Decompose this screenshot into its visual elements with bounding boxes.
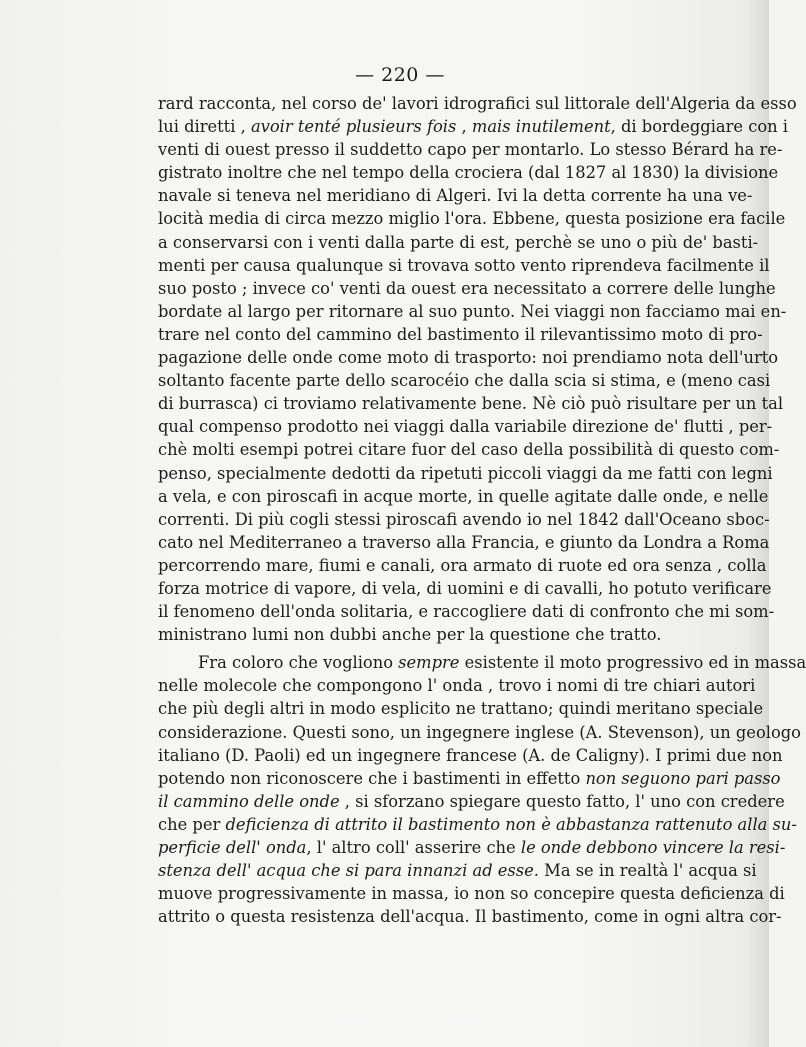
text-run: muove progressivamente in massa, io non so concepire questa deficienza di: [158, 884, 785, 904]
text-line: [158, 882, 785, 905]
text-line: [158, 462, 773, 485]
text-run: di burrasca) ci troviamo relativamente bene. Nè ciò può risultare per un tal: [158, 394, 784, 414]
text-line: [158, 254, 770, 277]
text-line: [158, 508, 770, 531]
text-line: [158, 415, 773, 438]
text-line: [158, 554, 767, 577]
text-run: percorrendo mare, fiumi e canali, ora armato di ruote ed ora senza , colla: [158, 555, 767, 575]
text-run: che più degli altri in modo esplicito ne trattano; quindi meritano speciale: [158, 699, 764, 719]
page-number: — 220 —: [355, 64, 445, 86]
text-run: menti per causa qualunque si trovava sotto vento riprendeva facilmente il: [158, 255, 770, 275]
text-run: considerazione. Questi sono, un ingegnere inglese (A. Stevenson), un geologo: [158, 722, 801, 742]
italic-run: deficienza di attrito il bastimento non è abbastanza rattenuto alla su-: [225, 814, 797, 834]
text-run: Fra coloro che vogliono: [198, 653, 399, 673]
text-line: [158, 277, 776, 300]
text-run: , di bordeggiare con i: [610, 117, 789, 137]
text-line: [158, 674, 756, 697]
text-line: [158, 161, 779, 184]
text-line: [158, 790, 785, 813]
text-line: [158, 651, 806, 674]
text-run: il fenomeno dell'onda solitaria, e raccogliere dati di confronto che mi som-: [158, 602, 775, 622]
text-run: che per: [158, 814, 226, 834]
text-line: [158, 767, 781, 790]
italic-run: mais inutilement: [471, 117, 611, 137]
text-run: , si sforzano spiegare questo fatto, l' uno con credere: [339, 791, 785, 811]
text-run: bordate al largo per ritornare al suo punto. Nei viaggi non facciamo mai en-: [158, 301, 787, 321]
italic-run: non seguono pari passo: [585, 768, 781, 788]
text-line: [158, 438, 780, 461]
body-text: [158, 92, 806, 928]
italic-run: sempre: [398, 653, 460, 673]
text-run: potendo non riconoscere che i bastimenti in effetto: [158, 768, 586, 788]
text-run: forza motrice di vapore, di vela, di uomini e di cavalli, ho potuto verificare: [158, 578, 772, 598]
text-run: , l' altro coll' asserire che: [306, 838, 521, 857]
italic-run: stenza dell' acqua che si para innanzi ad esse.: [158, 861, 539, 881]
text-line: [158, 721, 801, 744]
text-line: [158, 577, 772, 600]
text-line: [158, 346, 779, 369]
text-line: [158, 115, 789, 138]
text-line: [158, 231, 759, 254]
text-line: [158, 138, 783, 161]
text-run: a conservarsi con i venti dalla parte di est, perchè se uno o più de' basti-: [158, 232, 759, 252]
text-run: correnti. Di più cogli stessi piroscafi avendo io nel 1842 dall'Oceano sboc-: [158, 509, 770, 529]
text-line: [158, 300, 787, 323]
text-run: venti di ouest presso il suddetto capo per montarlo. Lo stesso Bérard ha re-: [158, 140, 783, 160]
text-run: suo posto ; invece co' venti da ouest era necessitato a correre delle lunghe: [158, 278, 776, 298]
text-line: [158, 92, 797, 115]
text-line: [158, 697, 764, 720]
text-run: lui diretti ,: [158, 117, 251, 137]
text-run: navale si teneva nel meridiano di Algeri. Ivi la detta corrente ha una ve-: [158, 186, 753, 206]
text-line: [158, 531, 770, 554]
text-line: [158, 184, 753, 207]
italic-run: il cammino delle onde: [158, 791, 340, 811]
text-run: a vela, e con piroscafi in acque morte, in quelle agitate dalle onde, e nelle: [158, 486, 769, 506]
text-run: chè molti esempi potrei citare fuor del caso della possibilità di questo com-: [158, 440, 780, 460]
text-run: attrito o questa resistenza dell'acqua. Il bastimento, come in ogni altra cor-: [158, 907, 782, 927]
text-run: esistente il moto progressivo ed in massa: [459, 653, 806, 673]
italic-run: le onde debbono vincere la resi-: [520, 838, 786, 857]
text-line: [158, 813, 797, 836]
text-run: qual compenso prodotto nei viaggi dalla variabile direzione de' flutti , per-: [158, 417, 773, 437]
text-run: cato nel Mediterraneo a traverso alla Francia, e giunto da Londra a Roma: [158, 532, 770, 552]
paragraph: [158, 92, 797, 646]
text-run: nelle molecole che compongono l' onda , trovo i nomi di tre chiari autori: [158, 676, 756, 696]
text-line: [158, 207, 786, 230]
text-line: [158, 485, 769, 508]
text-line: [158, 836, 786, 859]
text-line: [158, 744, 783, 767]
text-run: italiano (D. Paoli) ed un ingegnere francese (A. de Caligny). I primi due non: [158, 745, 783, 765]
text-run: penso, specialmente dedotti da ripetuti piccoli viaggi da me fatti con legni: [158, 463, 773, 483]
italic-run: avoir tenté plusieurs fois: [250, 117, 457, 137]
text-run: rard racconta, nel corso de' lavori idrografici sul littorale dell'Algeria da esso: [158, 94, 797, 113]
text-run: trare nel conto del cammino del bastimento il rilevantissimo moto di pro-: [158, 324, 763, 344]
text-line: [158, 623, 714, 646]
text-line: [158, 600, 775, 623]
text-run: ,: [456, 117, 472, 137]
text-run: soltanto facente parte dello scarocéio che dalla scia si stima, e (meno casi: [158, 371, 771, 391]
paragraph: [158, 651, 806, 928]
text-line: [158, 369, 771, 392]
text-run: Ma se in realtà l' acqua si: [538, 861, 757, 881]
text-run: ministrano lumi non dubbi anche per la questione che tratto.: [158, 625, 662, 645]
text-line: [158, 859, 757, 882]
text-line: [158, 905, 782, 928]
text-line: [158, 323, 763, 346]
italic-run: perficie dell' onda: [158, 838, 307, 857]
text-line: [158, 392, 784, 415]
text-run: gistrato inoltre che nel tempo della crociera (dal 1827 al 1830) la divisione: [158, 163, 779, 183]
text-run: locità media di circa mezzo miglio l'ora. Ebbene, questa posizione era facile: [158, 209, 786, 229]
text-run: pagazione delle onde come moto di trasporto: noi prendiamo nota dell'urto: [158, 348, 779, 368]
